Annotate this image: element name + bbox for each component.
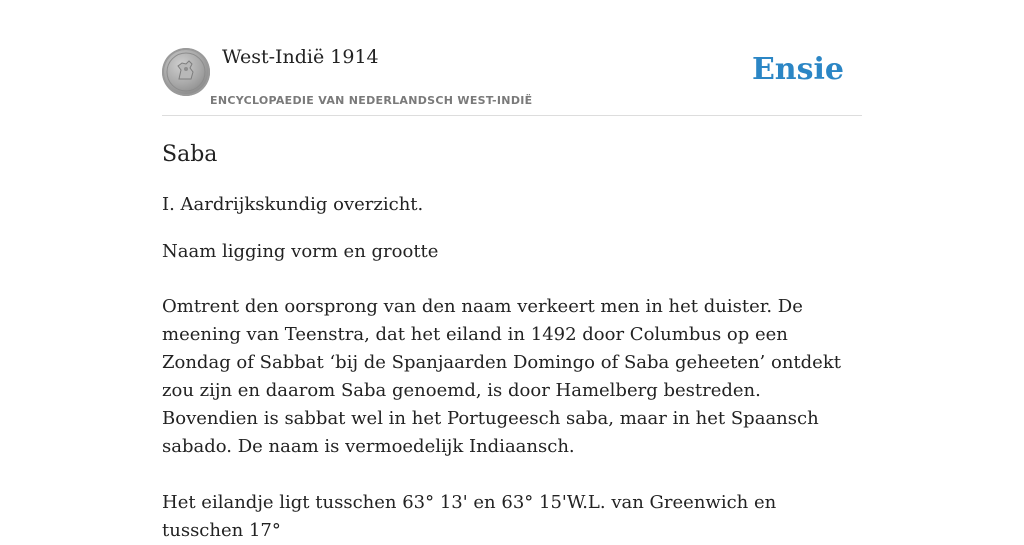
brand-logo-link[interactable]: Ensie [751, 52, 844, 87]
section-heading: I. Aardrijkskundig overzicht. [162, 194, 424, 215]
header-divider [162, 115, 862, 116]
site-subtitle: ENCYCLOPAEDIE VAN NEDERLANDSCH WEST-INDIË [210, 94, 533, 107]
article-title: Saba [162, 142, 218, 167]
site-header [162, 46, 862, 116]
lion-emblem-icon [162, 48, 210, 96]
article-paragraph: Het eilandje ligt tusschen 63° 13' en 63° 15'W.L. van Greenwich en tusschen 17° [162, 492, 777, 541]
article-content [162, 140, 862, 545]
article-paragraph: Omtrent den oorsprong van den naam verkeert men in het duister. De meening van Teenstra, dat het eiland in 1492 door Columbus op een Zondag of Sabbat ‘bij de Spanjaarden Domingo of Saba geheeten’ ontdekt zou zijn en daarom Saba genoemd, is door Hamelberg bestreden. Bovendien is sabbat wel in het Portugeesch saba, maar in het Spaansch sabado. De naam is vermoedelijk Indiaansch. [162, 296, 841, 457]
coin-logo-icon[interactable] [162, 48, 210, 96]
sub-heading: Naam ligging vorm en grootte [162, 241, 439, 262]
site-title[interactable]: West-Indië 1914 [222, 46, 379, 68]
